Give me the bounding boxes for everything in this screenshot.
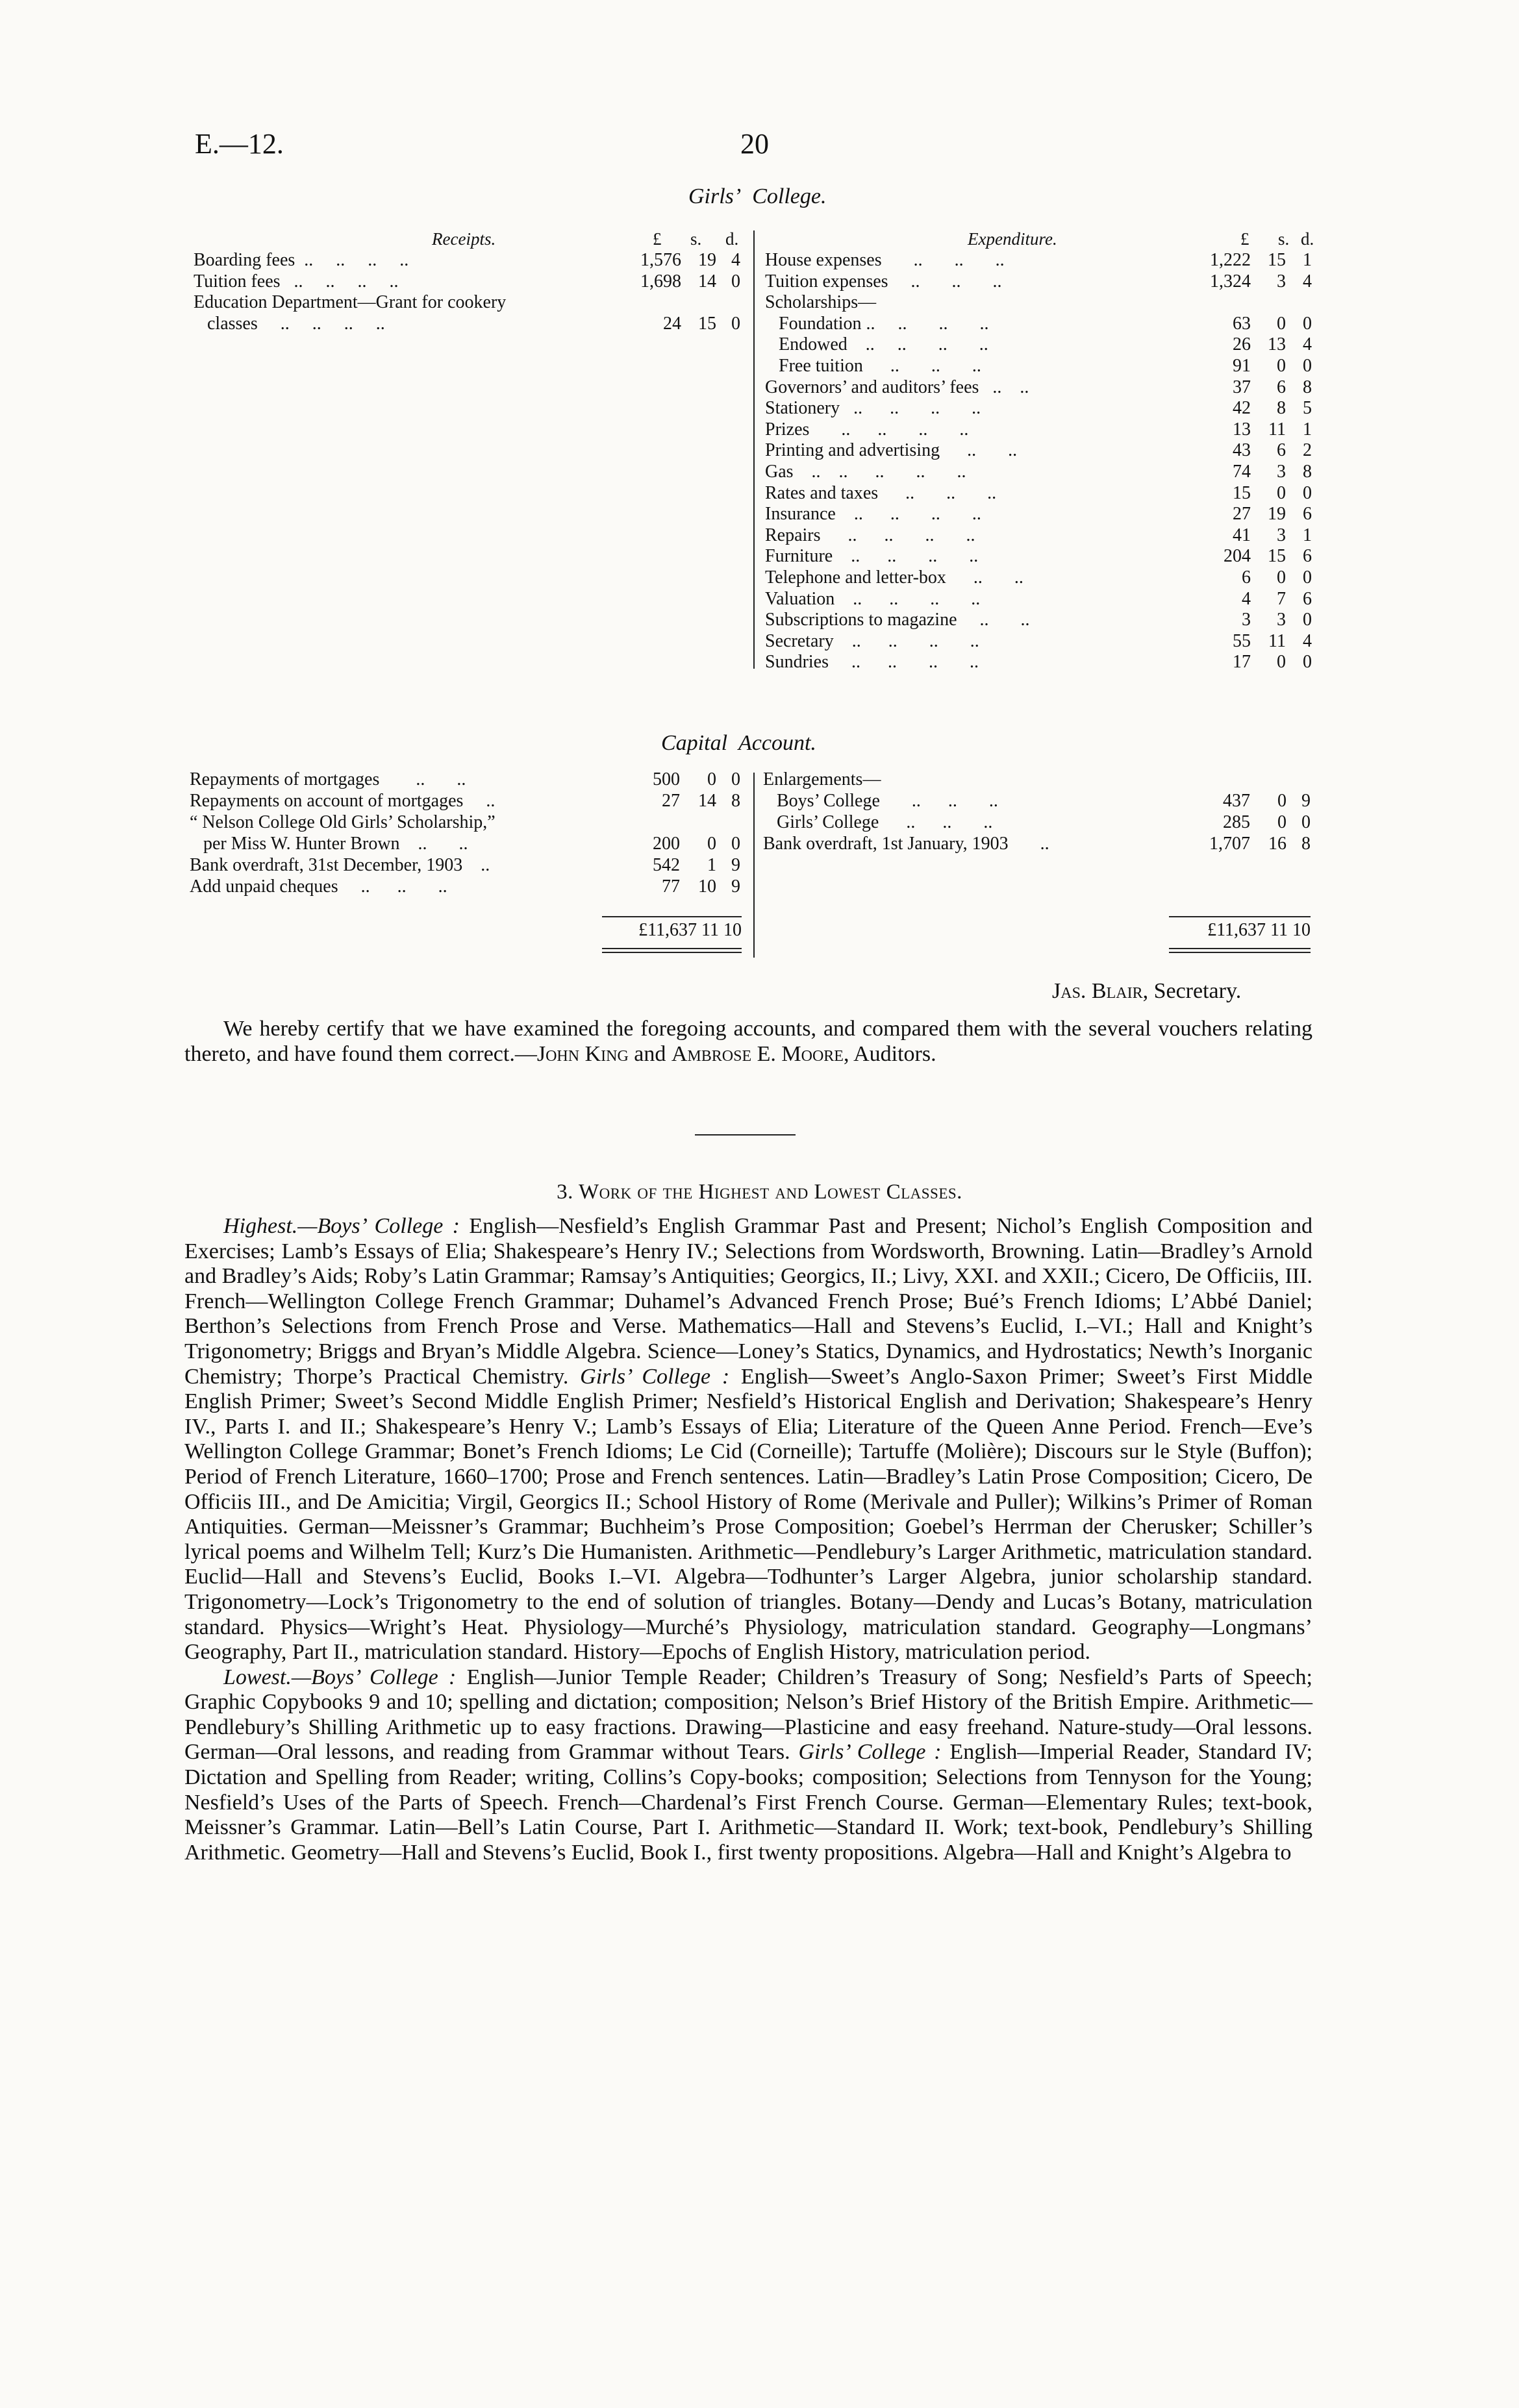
ledger-pence: 6 (1303, 588, 1312, 609)
shillings-heading-right: s. (1278, 229, 1290, 249)
ledger-shillings: 0 (1277, 652, 1286, 673)
ledger-label: Scholarships— (765, 292, 877, 313)
ledger-row (765, 461, 1312, 482)
ledger-pence: 1 (1303, 250, 1312, 270)
ledger-pounds: 1,707 (1209, 834, 1250, 854)
ledger-pounds: 500 (653, 769, 680, 789)
girls-college-title: Girls’ College. (688, 184, 827, 208)
ledger-pounds: 55 (1233, 630, 1251, 651)
ledger-label: Printing and advertising .. .. (765, 440, 1018, 461)
ledger-pence: 0 (1303, 567, 1312, 588)
ledger-pounds: 200 (653, 834, 680, 854)
ledger-row (765, 355, 1312, 377)
ledger-label: Add unpaid cheques .. .. .. (190, 876, 447, 897)
ledger-pounds: 26 (1233, 334, 1251, 355)
ledger-row (765, 292, 1312, 313)
ledger-row (765, 545, 1312, 567)
ledger-pounds: 37 (1233, 377, 1251, 397)
ledger-row (765, 377, 1312, 398)
ledger-row (765, 397, 1312, 419)
ledger-pounds: 27 (662, 791, 680, 811)
page-number: 20 (740, 128, 769, 160)
ledger-pounds: 63 (1233, 313, 1251, 334)
ledger-shillings: 8 (1277, 398, 1286, 419)
ledger-label: Foundation .. .. .. .. (765, 313, 989, 334)
ledger-label: Furniture .. .. .. .. (765, 546, 979, 567)
ledger-shillings: 0 (707, 769, 716, 789)
ledger-row (765, 567, 1312, 588)
ledger-row (765, 588, 1312, 610)
ledger-label: per Miss W. Hunter Brown .. .. (190, 834, 468, 854)
ledger-label: Boarding fees .. .. .. .. (194, 250, 409, 270)
ledger-pounds: 42 (1233, 398, 1251, 419)
section-3-body (184, 1214, 1312, 1865)
ledger-pence: 5 (1303, 398, 1312, 419)
total-left: £11,637 11 10 (638, 920, 742, 940)
ledger-row (765, 249, 1312, 271)
ledger-pounds: 1,222 (1210, 250, 1251, 270)
ledger-row (763, 790, 1311, 812)
ledger-label: “ Nelson College Old Girls’ Scholarship,” (190, 812, 496, 832)
ledger-shillings: 15 (1268, 250, 1286, 270)
ledger-label: Repayments of mortgages .. .. (190, 769, 466, 789)
ledger-row (190, 769, 740, 790)
ledger-shillings: 14 (698, 791, 716, 811)
expenditure-heading: Expenditure. (968, 229, 1057, 249)
ledger-label: Insurance .. .. .. .. (765, 504, 981, 525)
total-double-rule-left-1 (602, 948, 742, 949)
ledger-pence: 0 (1303, 356, 1312, 376)
ledger-pence: 9 (731, 855, 740, 875)
ledger-pence: 4 (1303, 630, 1312, 651)
pence-heading-right: d. (1301, 229, 1314, 249)
ledger-pence: 8 (1303, 377, 1312, 397)
ledger-pence: 2 (1303, 440, 1312, 461)
ledger-pounds: 285 (1223, 812, 1250, 832)
ledger-pounds: 437 (1223, 791, 1250, 811)
ledger-label: Enlargements— (763, 769, 881, 789)
ledger-pounds: 24 (663, 313, 681, 334)
ledger-row (194, 313, 740, 334)
ledger-pence: 4 (1303, 271, 1312, 292)
ledger-shillings: 15 (1268, 546, 1286, 567)
ledger-pence: 1 (1303, 419, 1312, 440)
ledger-pounds: 13 (1233, 419, 1251, 440)
ledger-label: Telephone and letter-box .. .. (765, 567, 1023, 588)
ledger-label: Subscriptions to magazine .. .. (765, 610, 1030, 630)
ledger-row (765, 503, 1312, 525)
ledger-pounds: 43 (1233, 440, 1251, 461)
ledger-shillings: 19 (698, 250, 716, 270)
ledger-row (765, 482, 1312, 504)
ledger-pounds: 1,698 (640, 271, 681, 292)
ledger-row (190, 790, 740, 812)
ledger-pence: 0 (1303, 313, 1312, 334)
ledger-pence: 0 (1303, 482, 1312, 503)
ledger-pounds: 204 (1224, 546, 1251, 567)
ledger-row (194, 249, 740, 271)
ledger-label: House expenses .. .. .. (765, 250, 1005, 270)
ledger-label: Sundries .. .. .. .. (765, 652, 979, 673)
total-rule-right (1169, 916, 1311, 917)
ledger-pence: 0 (731, 769, 740, 789)
ledger-pence: 8 (731, 791, 740, 811)
ledger-pence: 6 (1303, 546, 1312, 567)
ledger-shillings: 3 (1277, 271, 1286, 292)
ledger-shillings: 0 (1277, 567, 1286, 588)
ledger-label: Valuation .. .. .. .. (765, 588, 981, 609)
ledger-shillings: 3 (1277, 610, 1286, 630)
ledger-label: Gas .. .. .. .. .. (765, 462, 966, 482)
divider-capital-account (753, 773, 755, 958)
ledger-label: Bank overdraft, 1st January, 1903 .. (763, 834, 1049, 854)
ledger-shillings: 7 (1277, 588, 1286, 609)
capital-account-title: Capital Account. (661, 731, 816, 755)
ledger-shillings: 10 (698, 876, 716, 897)
ledger-pence: 6 (1303, 504, 1312, 525)
ledger-shillings: 0 (1277, 356, 1286, 376)
ledger-shillings: 1 (707, 855, 716, 875)
ledger-row (190, 854, 740, 876)
ledger-label: Governors’ and auditors’ fees .. .. (765, 377, 1029, 397)
total-double-rule-right-2 (1169, 952, 1311, 953)
ledger-shillings: 13 (1268, 334, 1286, 355)
page-header-code: E.—12. (195, 128, 284, 160)
ledger-pence: 0 (1301, 812, 1311, 832)
ledger-shillings: 11 (1268, 630, 1286, 651)
ledger-pence: 0 (731, 834, 740, 854)
ledger-row (763, 833, 1311, 854)
total-right: £11,637 11 10 (1207, 920, 1311, 940)
pounds-heading-left: £ (653, 229, 662, 249)
ledger-pence: 8 (1303, 462, 1312, 482)
ledger-label: Tuition fees .. .. .. .. (194, 271, 399, 292)
ledger-shillings: 6 (1277, 377, 1286, 397)
ledger-pence: 9 (731, 876, 740, 897)
ledger-pounds: 3 (1242, 610, 1251, 630)
total-double-rule-left-2 (602, 952, 742, 953)
secretary-signature: Jas. Blair, Secretary. (1052, 979, 1242, 1003)
pounds-heading-right: £ (1240, 229, 1249, 249)
ledger-row (763, 812, 1311, 833)
ledger-label: Girls’ College .. .. .. (763, 812, 993, 832)
ledger-shillings: 3 (1277, 462, 1286, 482)
ledger-shillings: 0 (1277, 482, 1286, 503)
ledger-row (765, 440, 1312, 461)
divider-girls-college (753, 230, 755, 669)
ledger-shillings: 0 (1277, 313, 1286, 334)
ledger-shillings: 3 (1277, 525, 1286, 545)
ledger-label: Tuition expenses .. .. .. (765, 271, 1002, 292)
ledger-label: Bank overdraft, 31st December, 1903 .. (190, 855, 490, 875)
ledger-pounds: 542 (653, 855, 680, 875)
section-3-heading: 3. Work of the Highest and Lowest Classes. (557, 1180, 962, 1204)
section-separator (695, 1134, 796, 1136)
total-double-rule-right-1 (1169, 948, 1311, 949)
ledger-label: Secretary .. .. .. .. (765, 630, 979, 651)
ledger-label: Endowed .. .. .. .. (765, 334, 988, 355)
highest-classes-paragraph: Highest.—Boys’ College : English—Nesfield’s English Grammar Past and Present; Nichol’s English Composition and Exercises; Lamb’s Essays of Elia; Shakespeare’s Henry IV.; Selections from Wordsworth, Browning. Latin—Bradley’s Arnold and Bradley’s Aids; Roby’s Latin Grammar; Ramsay’s Antiquities; Georgics, II.; Livy, XXI. and XXII.; Cicero, De Officiis, III. French—Wellington College French Grammar; Duhamel’s Advanced French Prose; Bué’s French Idioms; L’Abbé Daniel; Berthon’s Selections from French Prose and Verse. Mathematics—Hall and Stevens’s Euclid, I.–VI.; Hall and Knight’s Trigonometry; Briggs and Bryan’s Middle Algebra. Science—Loney’s Statics, Dynamics, and Hydrostatics; Newth’s Inorganic Chemistry; Thorpe’s Practical Chemistry. Girls’ College : English—Sweet’s Anglo-Saxon Primer; Sweet’s First Middle English Primer; Sweet’s Second Middle English Primer; Nesfield’s Historical English and Derivation; Shakespeare’s Henry IV., Parts I. and II.; Shakespeare’s Henry V.; Lamb’s Essays of Elia; Literature of the Queen Anne Period. French—Eve’s Wellington College Grammar; Bonet’s French Idioms; Le Cid (Corneille); Tartuffe (Molière); Discours sur le Style (Buffon); Period of French Literature, 1660–1700; Prose and French sentences. Latin—Bradley’s Latin Prose Composition; Cicero, De Officiis III., and De Amicitia; Virgil, Georgics II.; School History of Rome (Merivale and Puller); Wilkins’s Primer of Roman Antiquities. German—Meissner’s Grammar; Buchheim’s Prose Composition; Goebel’s Herrman der Cherusker; Schiller’s lyrical poems and Wilhelm Tell; Kurz’s Die Humanisten. Arithmetic—Pendlebury’s Larger Arithmetic, matriculation standard. Euclid—Hall and Stevens’s Euclid, Books I.–VI. Algebra—Todhunter’s Larger Algebra, junior scholarship standard. Trigonometry—Lock’s Trigonometry to the end of solution of triangles. Botany—Dendy and Lucas’s Botany, matriculation standard. Physics—Wright’s Heat. Physiology—Murché’s Physiology, matriculation standard. Geography—Longmans’ Geography, Part II., matriculation standard. History—Epochs of English History, matriculation period. (184, 1214, 1312, 1665)
ledger-pounds: 6 (1242, 567, 1251, 588)
ledger-pounds: 1,324 (1210, 271, 1251, 292)
ledger-pence: 0 (1303, 652, 1312, 673)
ledger-label: Rates and taxes .. .. .. (765, 482, 997, 503)
ledger-pence: 8 (1301, 834, 1311, 854)
ledger-pence: 0 (731, 313, 740, 334)
ledger-shillings: 14 (698, 271, 716, 292)
ledger-label: Boys’ College .. .. .. (763, 791, 998, 811)
ledger-row (765, 651, 1312, 673)
ledger-row (765, 313, 1312, 334)
ledger-shillings: 0 (1277, 812, 1287, 832)
ledger-row (765, 419, 1312, 440)
lowest-classes-paragraph: Lowest.—Boys’ College : English—Junior Temple Reader; Children’s Treasury of Song; Nesfield’s Parts of Speech; Graphic Copybooks 9 and 10; spelling and dictation; composition; Nelson’s Brief History of the British Empire. Arithmetic—Pendlebury’s Shilling Arithmetic up to easy fractions. Drawing—Plasticine and easy freehand. Nature-study—Oral lessons. German—Oral lessons, and reading from Grammar without Tears. Girls’ College : English—Imperial Reader, Standard IV; Dictation and Spelling from Reader; writing, Collins’s Copy-books; composition; Selections from Tennyson for the Young; Nesfield’s Uses of the Parts of Speech. French—Chardenal’s First French Course. German—Elementary Rules; text-book, Meissner’s Grammar. Latin—Bell’s Latin Course, Part I. Arithmetic—Standard II. Work; text-book, Pendlebury’s Shilling Arithmetic. Geometry—Hall and Stevens’s Euclid, Book I., first twenty propositions. Algebra—Hall and Knight’s Algebra to (184, 1665, 1312, 1865)
ledger-shillings: 16 (1268, 834, 1287, 854)
ledger-row (194, 292, 740, 313)
ledger-label: Repayments on account of mortgages .. (190, 791, 496, 811)
ledger-label: Repairs .. .. .. .. (765, 525, 975, 545)
ledger-pounds: 1,576 (640, 250, 681, 270)
ledger-label: Prizes .. .. .. .. (765, 419, 969, 440)
shillings-heading-left: s. (690, 229, 702, 249)
ledger-pence: 4 (1303, 334, 1312, 355)
ledger-row (765, 630, 1312, 652)
ledger-pence: 9 (1301, 791, 1311, 811)
ledger-shillings: 0 (707, 834, 716, 854)
ledger-row (763, 769, 1311, 790)
ledger-row (765, 525, 1312, 546)
ledger-row (190, 833, 740, 854)
ledger-pounds: 4 (1242, 588, 1251, 609)
total-rule-left (602, 916, 742, 917)
ledger-shillings: 0 (1277, 791, 1287, 811)
ledger-pounds: 27 (1233, 504, 1251, 525)
ledger-label: Stationery .. .. .. .. (765, 398, 981, 419)
ledger-row (194, 271, 740, 292)
ledger-pounds: 77 (662, 876, 680, 897)
ledger-label: classes .. .. .. .. (194, 313, 385, 334)
ledger-pounds: 15 (1233, 482, 1251, 503)
ledger-row (765, 271, 1312, 292)
pence-heading-left: d. (725, 229, 739, 249)
ledger-label: Free tuition .. .. .. (765, 356, 981, 376)
ledger-shillings: 6 (1277, 440, 1286, 461)
receipts-heading: Receipts. (432, 229, 496, 249)
ledger-pence: 0 (1303, 610, 1312, 630)
ledger-row (765, 334, 1312, 355)
ledger-pence: 0 (731, 271, 740, 292)
ledger-row (190, 812, 740, 833)
ledger-shillings: 15 (698, 313, 716, 334)
ledger-pence: 1 (1303, 525, 1312, 545)
ledger-shillings: 19 (1268, 504, 1286, 525)
auditors-certificate: We hereby certify that we have examined the foregoing accounts, and compared them with the several vouchers relating thereto, and have found them correct.—John King and Ambrose E. Moore, Auditors. (184, 1017, 1312, 1066)
ledger-pounds: 91 (1233, 356, 1251, 376)
ledger-row (190, 876, 740, 897)
ledger-label: Education Department—Grant for cookery (194, 292, 507, 312)
ledger-row (765, 609, 1312, 630)
ledger-pence: 4 (731, 250, 740, 270)
ledger-pounds: 17 (1233, 652, 1251, 673)
ledger-pounds: 74 (1233, 462, 1251, 482)
ledger-pounds: 41 (1233, 525, 1251, 545)
ledger-shillings: 11 (1268, 419, 1286, 440)
